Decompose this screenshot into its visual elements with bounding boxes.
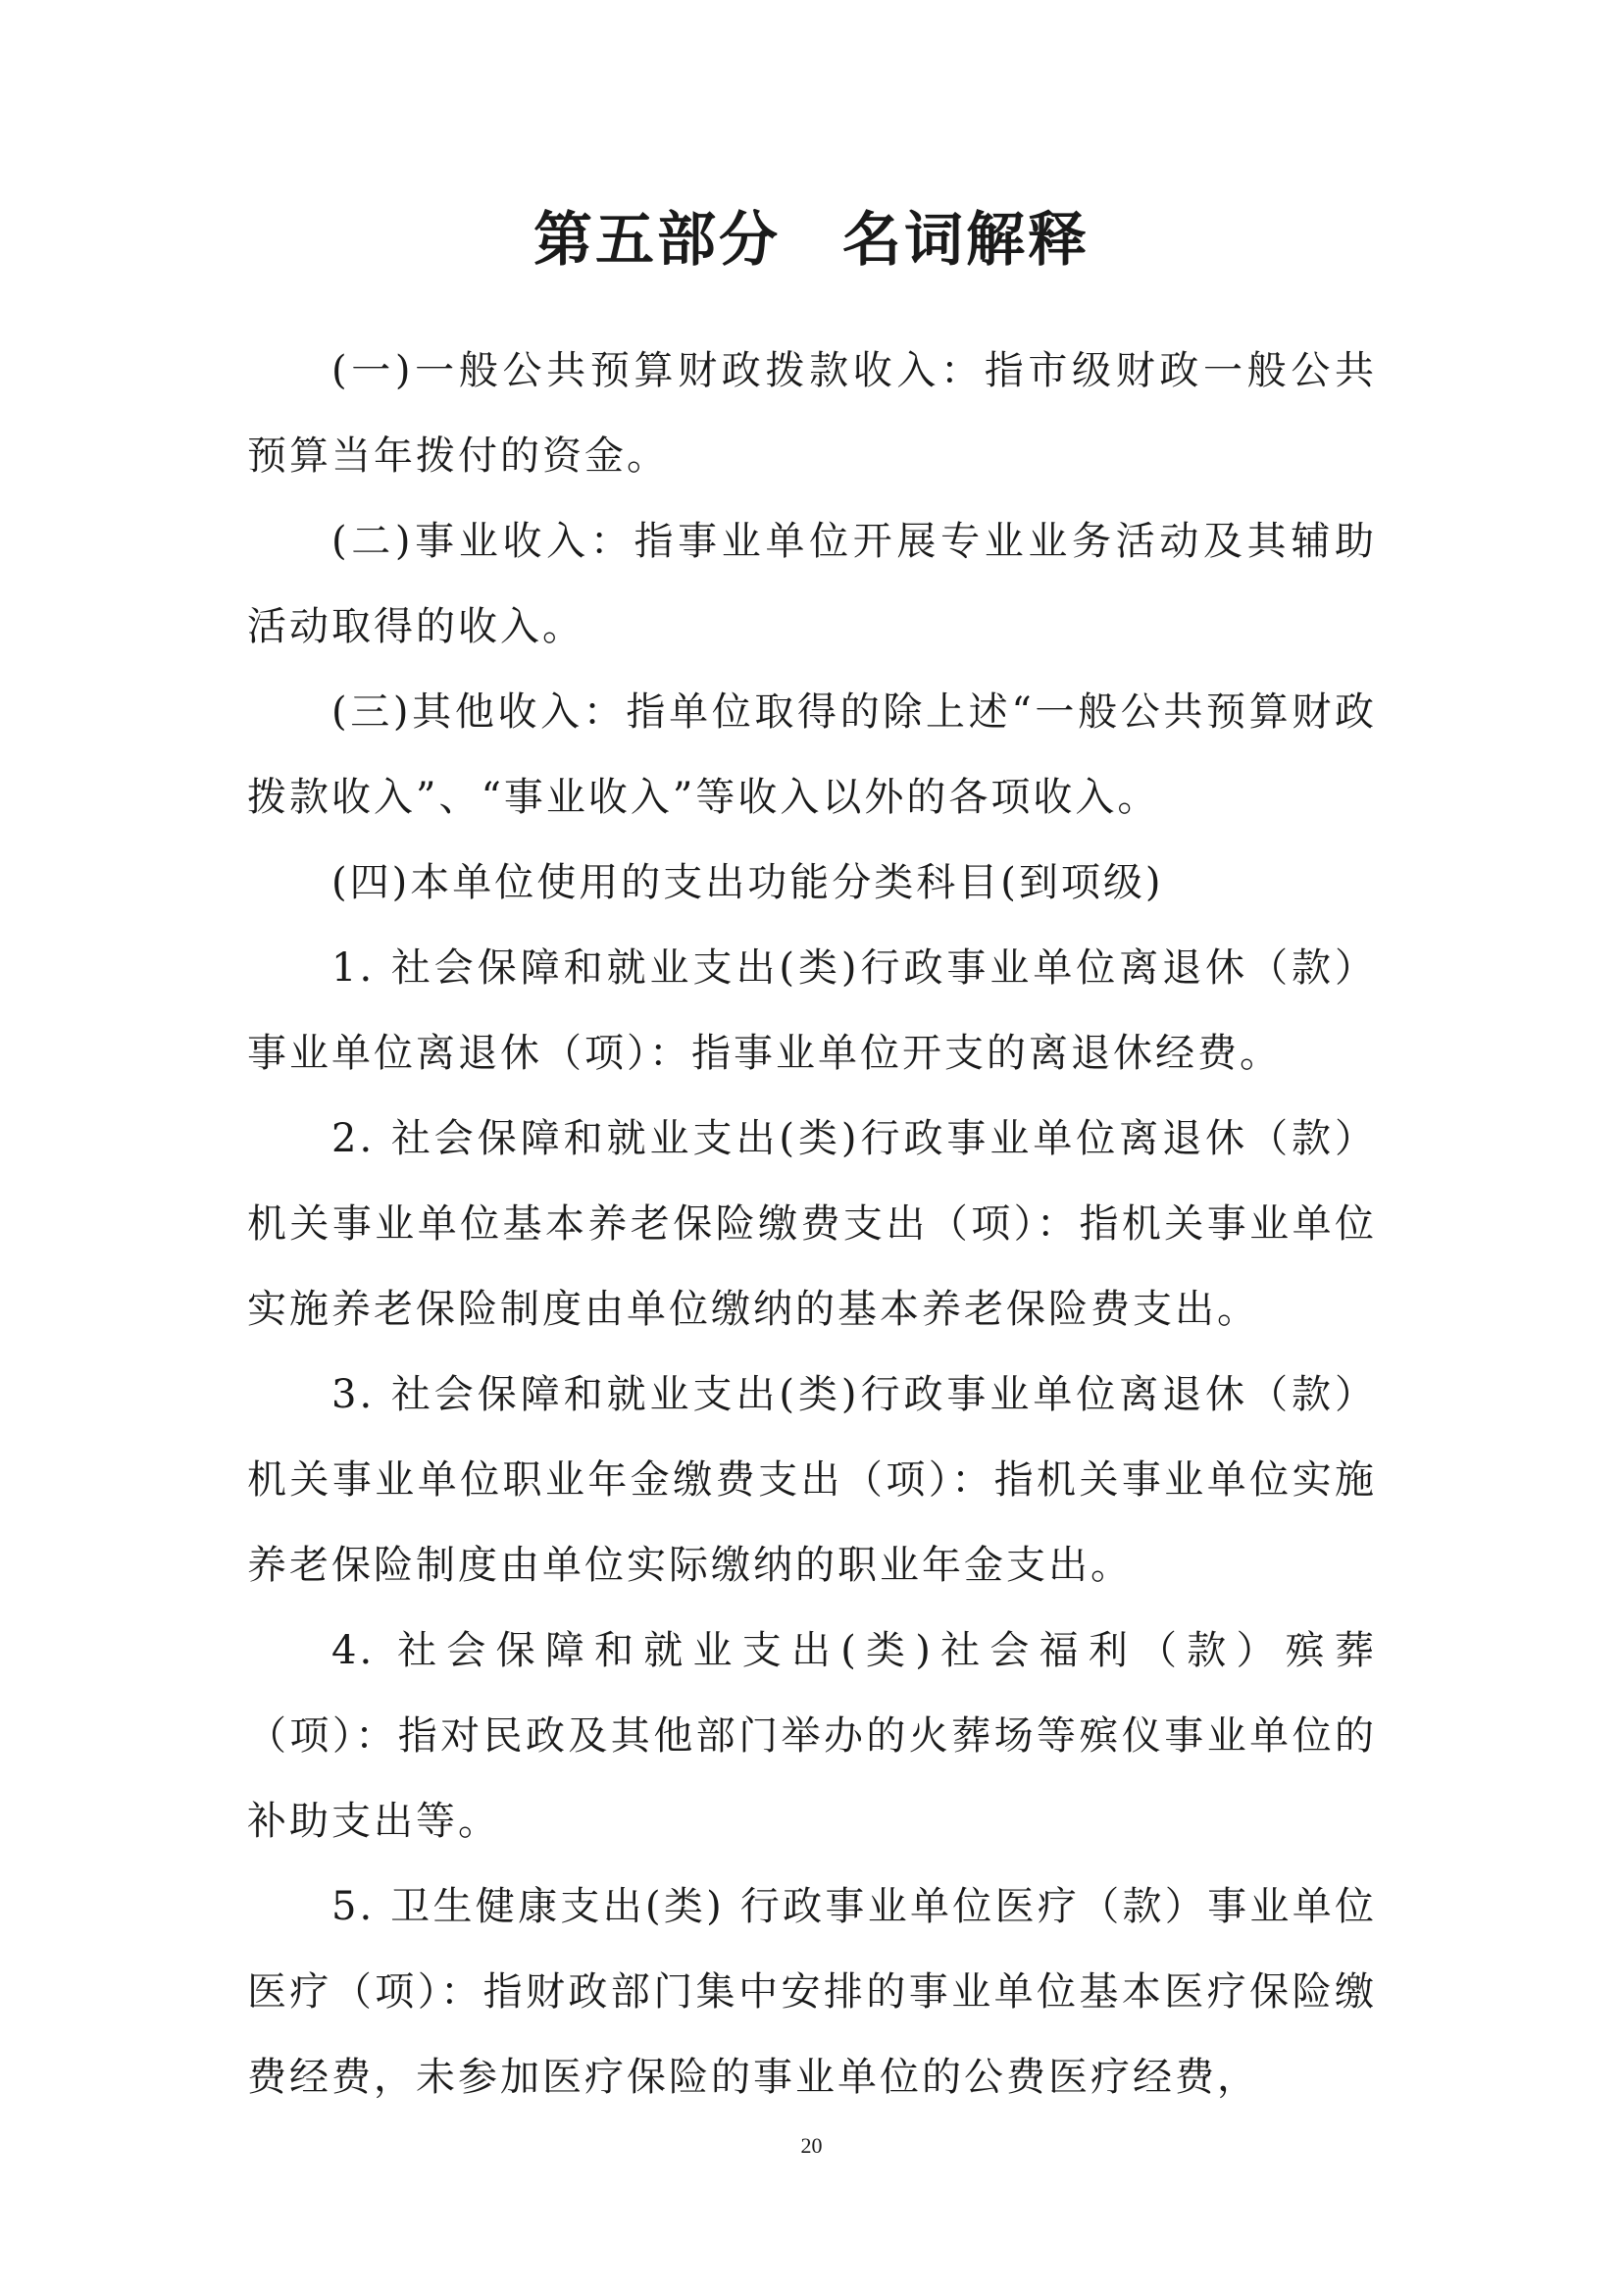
paragraph-other-income: (三)其他收入：指单位取得的除上述“一般公共预算财政拨款收入”、“事业收入”等收入以外的各项收入。 [247, 689, 1377, 820]
paragraph-business-income: (二)事业收入：指事业单位开展专业业务活动及其辅助活动取得的收入。 [247, 519, 1377, 649]
paragraph-item-1: 1. 社会保障和就业支出(类)行政事业单位离退休（款）事业单位离退休（项）：指事业单位开支的离退休经费。 [247, 945, 1377, 1076]
paragraph-item-4: 4. 社会保障和就业支出(类)社会福利（款）殡葬（项）：指对民政及其他部门举办的火葬场等殡仪事业单位的补助支出等。 [247, 1628, 1377, 1844]
section-title: 第五部分 名词解释 [533, 206, 1090, 275]
page-number: 20 [800, 2133, 823, 2158]
paragraph-item-3: 3. 社会保障和就业支出(类)行政事业单位离退休（款）机关事业单位职业年金缴费支出（项）：指机关事业单位实施养老保险制度由单位实际缴纳的职业年金支出。 [247, 1372, 1377, 1588]
body-text [247, 329, 1377, 2120]
paragraph-general-budget-income: (一)一般公共预算财政拨款收入：指市级财政一般公共预算当年拨付的资金。 [247, 348, 1377, 479]
paragraph-expenditure-classification-heading: (四)本单位使用的支出功能分类科目(到项级) [331, 860, 1164, 905]
paragraph-item-2: 2. 社会保障和就业支出(类)行政事业单位离退休（款）机关事业单位基本养老保险缴费支出（项）：指机关事业单位实施养老保险制度由单位缴纳的基本养老保险费支出。 [247, 1116, 1377, 1332]
paragraph-item-5: 5. 卫生健康支出(类) 行政事业单位医疗（款）事业单位医疗（项）：指财政部门集中安排的事业单位基本医疗保险缴费经费，未参加医疗保险的事业单位的公费医疗经费， [247, 1884, 1377, 2100]
